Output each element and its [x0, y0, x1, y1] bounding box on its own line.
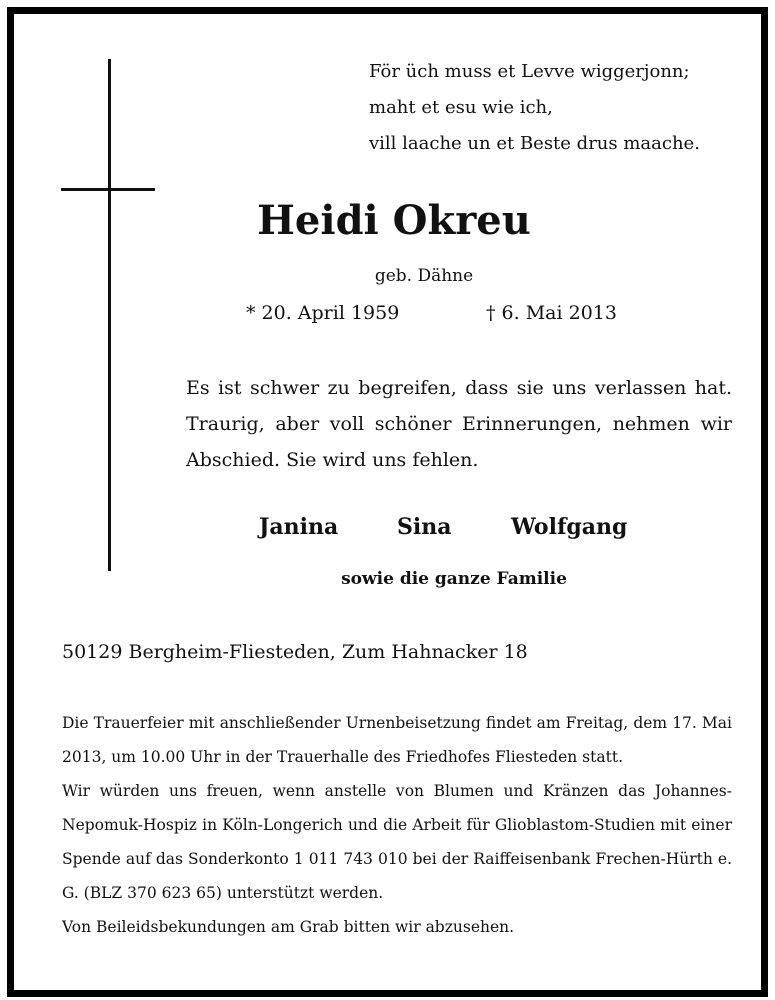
poem-line: För üch muss et Levve wiggerjonn; — [369, 61, 690, 82]
condolence-note: Von Beileidsbekundungen am Grab bitten wir abzusehen. — [62, 918, 515, 936]
mourner-name: Wolfgang — [511, 514, 628, 540]
poem-line: maht et esu wie ich, — [369, 97, 553, 118]
mourner-name: Janina — [259, 514, 339, 540]
family-line: sowie die ganze Familie — [341, 569, 567, 589]
birth-date: * 20. April 1959 — [246, 302, 400, 324]
poem — [369, 54, 749, 162]
funeral-details: Die Trauerfeier mit anschließender Urnenbeisetzung findet am Freitag, dem 17. Mai 2013, um 10.00 Uhr in der Trauerhalle des Friedhofes Fliesteden statt. — [62, 714, 732, 766]
poem-line: vill laache un et Beste drus maache. — [369, 133, 700, 154]
obituary-frame — [7, 7, 768, 997]
mourner-name: Sina — [397, 514, 452, 540]
cross-icon-horizontal-bar — [61, 188, 155, 191]
born-name: geb. Dähne — [374, 266, 474, 286]
funeral-notice — [62, 706, 732, 944]
farewell-message: Es ist schwer zu begreifen, dass sie uns verlassen hat. Traurig, aber voll schöner Erinnerungen, nehmen wir Abschied. Sie wird uns fehlen. — [186, 377, 732, 471]
address: 50129 Bergheim-Fliesteden, Zum Hahnacker 18 — [62, 641, 528, 663]
deceased-name: Heidi Okreu — [257, 197, 531, 244]
donation-request: Wir würden uns freuen, wenn anstelle von Blumen und Kränzen das Johannes-Nepomuk-Hospiz in Köln-Longerich und die Arbeit für Glioblastom-Studien mit einer Spende auf das Sonderkonto 1 011 743 010 bei der Raiffeisenbank Frechen-Hürth e. G. (BLZ 370 623 65) unterstützt werden. — [62, 782, 732, 902]
death-date: † 6. Mai 2013 — [486, 302, 617, 324]
cross-icon-vertical-bar — [108, 59, 111, 571]
